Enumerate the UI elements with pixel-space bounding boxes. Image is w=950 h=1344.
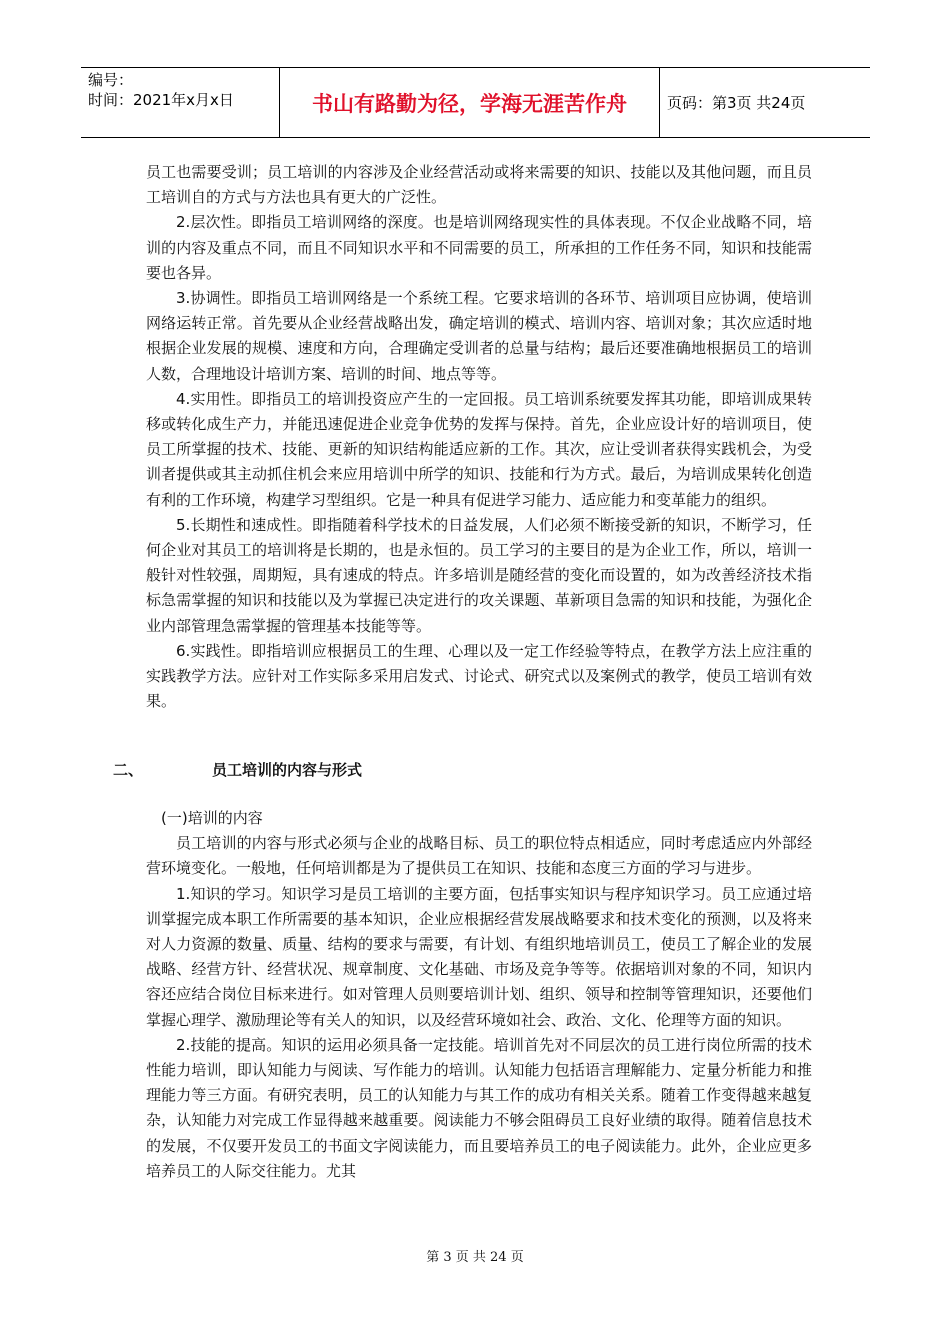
section-title: 员工培训的内容与形式 [212,761,363,779]
paragraph: 3.协调性。即指员工培训网络是一个系统工程。它要求培训的各环节、培训项目应协调，使培训网络运转正常。首先要从企业经营战略出发，确定培训的模式、培训内容、培训对象；其次应适时地根据企业发展的规模、速度和方向，合理确定受训者的总量与结构；最后还要准确地根据员工的培训人数，合理地设计培训方案、培训的时间、地点等等。 [146,289,812,383]
header-meta [88,70,234,110]
paragraph: 4.实用性。即指员工的培训投资应产生的一定回报。员工培训系统要发挥其功能，即培训成果转移或转化成生产力，并能迅速促进企业竞争优势的发挥与保持。首先，企业应设计好的培训项目，使员工所掌握的技术、技能、更新的知识结构能适应新的工作。其次，应让受训者获得实践机会，为受训者提供或其主动抓住机会来应用培训中所学的知识、技能和行为方式。最后，为培训成果转化创造有利的工作环境，构建学习型组织。它是一种具有促进学习能力、适应能力和变革能力的组织。 [146,389,812,509]
paragraph: 员工培训的内容与形式必须与企业的战略目标、员工的职位特点相适应，同时考虑适应内外部经营环境变化。一般地，任何培训都是为了提供员工在知识、技能和态度三方面的学习与进步。 [146,834,812,878]
paragraph: 5.长期性和速成性。即指随着科学技术的日益发展，人们必须不断接受新的知识，不断学习，任何企业对其员工的培训将是长期的，也是永恒的。员工学习的主要目的是为企业工作，所以，培训一般针对性较强，周期短，具有速成的特点。许多培训是随经营的变化而设置的，如为改善经济技术指标急需掌握的知识和技能以及为掌握已决定进行的攻关课题、革新项目急需的知识和技能，为强化企业内部管理急需掌握的管理基本技能等等。 [146,515,812,635]
header-divider [659,68,660,137]
paragraph: 2.层次性。即指员工培训网络的深度。也是培训网络现实性的具体表现。不仅企业战略不同，培训的内容及重点不同，而且不同知识水平和不同需要的员工，所承担的工作任务不同，知识和技能需要也各异。 [146,213,812,282]
paragraph: 6.实践性。即指培训应根据员工的生理、心理以及一定工作经验等特点，在教学方法上应注重的实践教学方法。应针对工作实际多采用启发式、讨论式、研究式以及案例式的教学，使员工培训有效果。 [146,641,812,711]
header-motto: 书山有路勤为径，学海无涯苦作舟 [312,91,627,116]
header-table [81,67,870,138]
body-section-2 [146,806,812,1184]
document-number-label: 编号： [88,71,134,89]
header-page-info: 页码：第3页 共24页 [667,94,806,112]
page-footer: 第 3 页 共 24 页 [426,1250,524,1265]
paragraph: 1.知识的学习。知识学习是员工培训的主要方面，包括事实知识与程序知识学习。员工应通过培训掌握完成本职工作所需要的基本知识，企业应根据经营发展战略要求和技术变化的预测，以及将来对人力资源的数量、质量、结构的要求与需要，有计划、有组织地培训员工，使员工了解企业的发展战略、经营方针、经营状况、规章制度、文化基础、市场及竞争等等。依据培训对象的不同，知识内容还应结合岗位目标来进行。如对管理人员则要培训计划、组织、领导和控制等管理知识，还要他们掌握心理学、激励理论等有关人的知识，以及经营环境如社会、政治、文化、伦理等方面的知识。 [146,884,812,1029]
section-number: 二、 [113,761,144,779]
document-time-label: 时间：2021年x月x日 [88,91,234,109]
paragraph: 员工也需要受训；员工培训的内容涉及企业经营活动或将来需要的知识、技能以及其他问题，而且员工培训自的方式与方法也具有更大的广泛性。 [146,163,812,207]
subsection-title: (一)培训的内容 [161,809,263,827]
body-section-1 [146,160,812,714]
paragraph: 2.技能的提高。知识的运用必须具备一定技能。培训首先对不同层次的员工进行岗位所需的技术性能力培训，即认知能力与阅读、写作能力的培训。认知能力包括语言理解能力、定量分析能力和推理能力等三方面。有研究表明，员工的认知能力与其工作的成功有相关关系。随着工作变得越来越复杂，认知能力对完成工作显得越来越重要。阅读能力不够会阻碍员工良好业绩的取得。随着信息技术的发展，不仅要开发员工的书面文字阅读能力，而且要培养员工的电子阅读能力。此外，企业应更多培养员工的人际交往能力。尤其 [146,1035,812,1180]
